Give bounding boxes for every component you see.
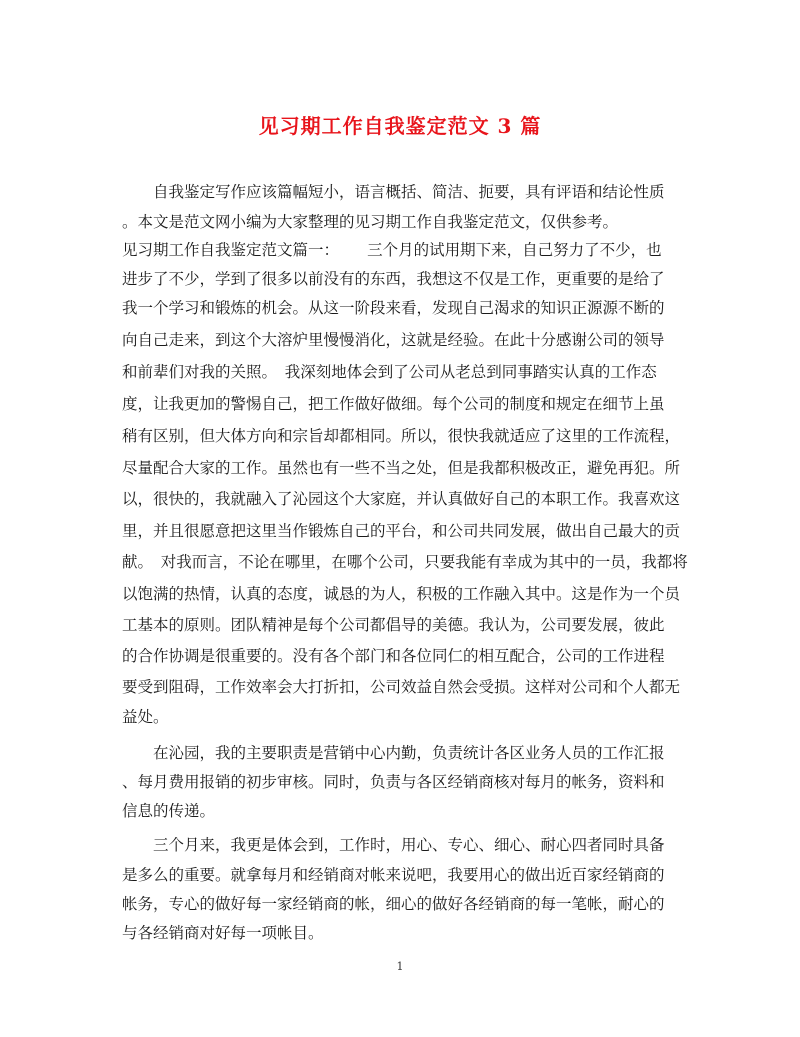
body-line: 稍有区别，但大体方向和宗旨却都相同。所以，很快我就适应了这里的工作流程， xyxy=(122,427,681,445)
body-line: 三个月来，我更是体会到，工作时，用心、专心、细心、耐心四者同时具备 xyxy=(122,836,665,854)
page-number: 1 xyxy=(396,960,404,973)
body-line: 我一个学习和锻炼的机会。从这一阶段来看，发现自己渴求的知识正源源不断的 xyxy=(122,299,665,317)
body-line: 在沁园，我的主要职责是营销中心内勤，负责统计各区业务人员的工作汇报 xyxy=(122,744,665,762)
body-line: 见习期工作自我鉴定范文篇一： 三个月的试用期下来，自己努力了不少，也 xyxy=(122,241,662,259)
body-line: 以饱满的热情，认真的态度，诚恳的为人，积极的工作融入其中。这是作为一个员 xyxy=(122,585,681,603)
body-line: 帐务，专心的做好每一家经销商的帐，细心的做好各经销商的每一笔帐，耐心的 xyxy=(122,895,665,913)
body-line: 信息的传递。 xyxy=(122,802,216,820)
body-line: 工基本的原则。团队精神是每个公司都倡导的美德。我认为，公司要发展，彼此 xyxy=(122,616,665,634)
body-line: 、每月费用报销的初步审核。同时，负责与各区经销商核对每月的帐务，资料和 xyxy=(122,773,665,791)
body-line: 是多么的重要。就拿每月和经销商对帐来说吧，我要用心的做出近百家经销商的 xyxy=(122,866,665,884)
body-line: 要受到阻碍，工作效率会大打折扣，公司效益自然会受损。这样对公司和个人都无 xyxy=(122,678,681,696)
body-line: 自我鉴定写作应该篇幅短小，语言概括、简洁、扼要，具有评语和结论性质 xyxy=(122,183,665,201)
body-line: 和前辈们对我的关照。 我深刻地体会到了公司从老总到同事踏实认真的工作态 xyxy=(122,363,657,381)
body-line: 益处。 xyxy=(122,708,169,726)
body-line: 的合作协调是很重要的。没有各个部门和各位同仁的相互配合，公司的工作进程 xyxy=(122,647,665,665)
body-line: 尽量配合大家的工作。虽然也有一些不当之处，但是我都积极改正，避免再犯。所 xyxy=(122,459,681,477)
body-line: 以，很快的，我就融入了沁园这个大家庭，并认真做好自己的本职工作。我喜欢这 xyxy=(122,490,681,508)
body-line: 进步了不少，学到了很多以前没有的东西，我想这不仅是工作，更重要的是给了 xyxy=(122,270,665,288)
body-line: 度，让我更加的警惕自己，把工作做好做细。每个公司的制度和规定在细节上虽 xyxy=(122,395,665,413)
document-title: 见习期工作自我鉴定范文 3 篇 xyxy=(258,114,542,138)
body-line: 与各经销商对好每一项帐目。 xyxy=(122,924,324,942)
body-line: 。本文是范文网小编为大家整理的见习期工作自我鉴定范文，仅供参考。 xyxy=(122,213,619,231)
body-line: 里，并且很愿意把这里当作锻炼自己的平台，和公司共同发展，做出自己最大的贡 xyxy=(122,522,681,540)
body-line: 献。 对我而言，不论在哪里，在哪个公司，只要我能有幸成为其中的一员，我都将 xyxy=(122,553,688,571)
body-line: 向自己走来，到这个大溶炉里慢慢消化，这就是经验。在此十分感谢公司的领导 xyxy=(122,331,665,349)
